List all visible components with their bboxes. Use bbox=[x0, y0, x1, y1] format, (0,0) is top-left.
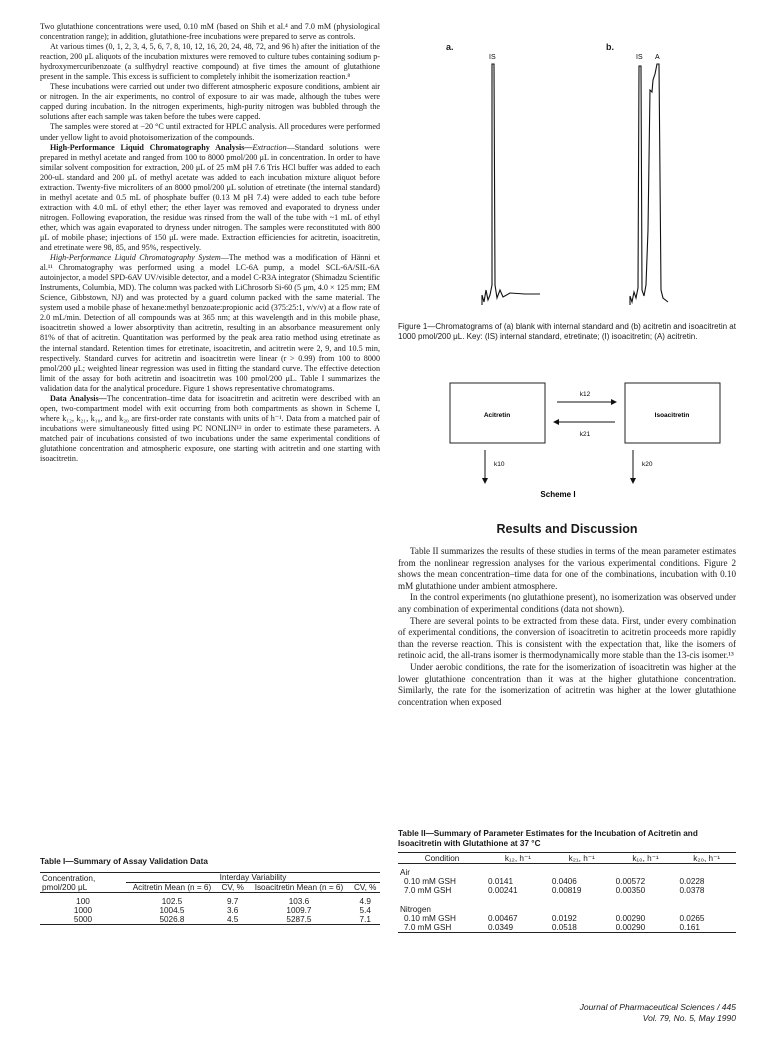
arrowhead bbox=[482, 478, 488, 484]
table-cell: 0.00290 bbox=[615, 914, 646, 923]
table-cell: 5.4 bbox=[359, 905, 371, 915]
table-cell: 5026.8 bbox=[159, 914, 185, 924]
acitretin-label: Acitretin bbox=[483, 412, 511, 419]
table-cell: 0.0349 bbox=[488, 923, 514, 932]
table2 bbox=[398, 852, 736, 933]
section-heading: Data Analysis— bbox=[50, 393, 107, 403]
table-cell: 9.7 bbox=[226, 896, 239, 906]
table-cell: 0.10 mM GSH bbox=[404, 914, 456, 923]
table-group-row bbox=[398, 864, 736, 878]
table-cell: 7.0 mM GSH bbox=[404, 923, 452, 932]
paragraph-text: —Standard solutions were prepared in methyl acetate and ranged from 100 to 8000 pmol/200 μL in concentration. In order to have similar solvent composition for extraction, 200 μL of 25 mM pH 7.6 Tris HCl buffer was added to each 200-uL standard and 200 μL of methyl acetate was added to each incubation mixture aliquot before extraction. Twenty-five microliters of an 8000 pmol/200 μL solution of etretinate (the internal standard) in methyl acetate and 0.5 mL of phosphate buffer (0.13 M pH 7.4) were added to each tube before extraction with 4.0 mL of ethyl ether; the ether layer was removed and evaporated to dryness under nitrogen. Following evaporation, the residue was rinsed from the wall of the tube with ~1 mL of ethyl ether, which was again evaporated to dryness under nitrogen. The samples were reconstituted with 800 μL of mobile phase; injections of 150 μL were made. Extraction efficiencies for acitretin, isoacitretin, and etretinate were 98, 85, and 95%, respectively. bbox=[40, 142, 381, 253]
table-cell: 0.161 bbox=[679, 923, 700, 932]
volume-footer: Vol. 79, No. 5, May 1990 bbox=[642, 1013, 736, 1023]
chromatogram-figure bbox=[470, 40, 740, 320]
table-cell: 0.10 mM GSH bbox=[404, 877, 456, 886]
table-cell: 1000 bbox=[73, 905, 93, 915]
table-cell: 1009.7 bbox=[286, 905, 312, 915]
k10-label: k10 bbox=[494, 461, 505, 468]
journal-footer: Journal of Pharmaceutical Sciences / 445 bbox=[579, 1002, 736, 1012]
table-cell: 1004.5 bbox=[159, 905, 185, 915]
table1-header: Isoacitretin Mean (n = 6) bbox=[254, 883, 344, 892]
table-cell: 0.00819 bbox=[551, 886, 582, 895]
table-cell: 0.0265 bbox=[679, 914, 705, 923]
paragraph: The samples were stored at −20 °C until extracted for HPLC analysis. All procedures were performed under yellow light to avoid photoisomerization of the compounds. bbox=[40, 122, 380, 142]
table1-header: CV, % bbox=[221, 883, 244, 892]
paragraph: Two glutathione concentrations were used, 0.10 mM (based on Shih et al.⁴ and 7.0 mM (physiological concentration range); in addition, glutathione-free incubations were prepared to serve as controls. bbox=[40, 22, 380, 42]
table-cell: 100 bbox=[76, 896, 90, 906]
table-row bbox=[398, 914, 736, 923]
scheme-caption: Scheme I bbox=[540, 490, 576, 499]
paragraph: In the control experiments (no glutathione present), no isomerization was observed under any combination of experimental conditions (data not shown). bbox=[398, 592, 736, 614]
chromatogram-a bbox=[482, 54, 540, 305]
figure1-caption: Figure 1—Chromatograms of (a) blank with internal standard and (b) acitretin and isoacitretin at 1000 pmol/200 μL. Key: (IS) internal standard, etretinate; (I) isoacitretin; (A) acitretin. bbox=[398, 322, 736, 341]
table2-header: k₂₁, h⁻¹ bbox=[568, 854, 595, 863]
table-cell: 0.00241 bbox=[488, 886, 518, 895]
peak-label-a: A bbox=[655, 54, 660, 61]
figure-panel-label-a: a. bbox=[446, 42, 454, 52]
k20-label: k20 bbox=[642, 461, 653, 468]
chromatogram-trace-a bbox=[482, 64, 540, 305]
table-cell: 0.00350 bbox=[615, 886, 646, 895]
table-cell: 0.00290 bbox=[615, 923, 646, 932]
left-column bbox=[40, 22, 380, 464]
scheme-diagram bbox=[445, 380, 725, 500]
chromatogram-trace-b bbox=[630, 64, 668, 305]
table-row bbox=[40, 915, 380, 925]
table2-title: Table II—Summary of Parameter Estimates for the Incubation of Acitretin and Isoacitretin with Glutathione at 37 °C bbox=[398, 829, 698, 848]
table-row bbox=[398, 923, 736, 933]
table1-header: Acitretin Mean (n = 6) bbox=[132, 883, 212, 892]
paragraph: Under aerobic conditions, the rate for the isomerization of isoacitretin was higher at the lower glutathione concentration than it was at the higher glutathione concentration. Similarly, the rate for the isomerization of acitretin was higher at the lower glutathione concentration when exposed bbox=[398, 661, 736, 707]
k21-label: k21 bbox=[579, 431, 591, 438]
table-group-row bbox=[398, 895, 736, 914]
results-heading: Results and Discussion bbox=[496, 522, 638, 536]
chromatogram-b bbox=[630, 54, 668, 305]
isoacitretin-label: Isoacitretin bbox=[654, 412, 690, 419]
table-cell: 0.0192 bbox=[551, 914, 577, 923]
table2-header: k₁₀, h⁻¹ bbox=[632, 854, 659, 863]
paragraph: There are several points to be extracted from these data. First, under every combination of experimental conditions, the conversion of isoacitretin to acitretin proceeds more rapidly than the reverse reaction. This is consistent with the expectation that, like the isomers of retinoic acid, the all-trans isomer is thermodynamically more stable than the 13-cis isomer.¹³ bbox=[398, 615, 736, 661]
table2-group: Air bbox=[400, 868, 411, 877]
table1 bbox=[40, 872, 380, 925]
arrowhead bbox=[553, 419, 559, 425]
table2-header: Condition bbox=[424, 853, 460, 863]
table-cell: 103.6 bbox=[288, 896, 310, 906]
table-row bbox=[398, 886, 736, 895]
section-heading: High-Performance Liquid Chromatography Analysis— bbox=[50, 142, 253, 152]
table-cell: 4.5 bbox=[226, 914, 239, 924]
paragraph: At various times (0, 1, 2, 3, 4, 5, 6, 7, 8, 10, 12, 16, 20, 24, 48, 72, and 96 h) after the initiation of the reaction, 200 μL aliquots of the incubation mixtures were removed to culture tubes containing sodium p-hydroxymercuribenzoate (a sulfhydryl reactive compound) at five times the amount of glutathione present in the sample. This excess is sufficient to completely inhibit the isomerization reaction.⁸ bbox=[40, 42, 380, 82]
subsection-label: Extraction bbox=[252, 142, 287, 152]
table-cell: 5287.5 bbox=[286, 914, 312, 924]
figure-panel-label-b: b. bbox=[606, 42, 614, 52]
paragraph bbox=[40, 394, 380, 464]
table-cell: 7.1 bbox=[359, 914, 371, 924]
table-cell: 0.0406 bbox=[551, 877, 577, 886]
peak-label-is: IS bbox=[636, 54, 643, 61]
arrowhead bbox=[611, 399, 617, 405]
table-cell: 102.5 bbox=[161, 896, 183, 906]
table2-group: Nitrogen bbox=[400, 905, 431, 914]
subsection-label: High-Performance Liquid Chromatography System bbox=[50, 253, 221, 263]
table-cell: 7.0 mM GSH bbox=[404, 886, 452, 895]
table-cell: 3.6 bbox=[226, 905, 239, 915]
paragraph: These incubations were carried out under two different atmospheric exposure conditions, ambient air or nitrogen. In the air experiments, no control of exposure to air was made, although the tubes were capped during incubation. In the nitrogen experiments, high-purity nitrogen was bubbled through the solutions after each sample was taken before the tubes were capped. bbox=[40, 82, 380, 122]
table-row bbox=[398, 877, 736, 886]
table-cell: 0.0378 bbox=[679, 886, 705, 895]
table-cell: 4.9 bbox=[359, 896, 371, 906]
table-cell: 0.0228 bbox=[679, 877, 705, 886]
paragraph-text: —The method was a modification of Hänni et al.¹¹ Chromatography was performed using a model LC-6A pump, a model SCL-6A/SIL-6A autoinjector, a model SPD-6AV UV/visible detector, and a model C-R3A integrator (Shimadzu Scientific Instruments, Columbia, MD). The column was packed with LiChrosorb Si-60 (5 μm, 4.0 × 125 mm; EM Science, Gibbstown, NJ) and was protected by a guard column packed with the same material. The system used a mobile phase of hexane:methyl benzoate:propionic acid (375:25:1, v/v/v) at a flow rate of 2.0 mL/min. Detection of all compounds was at 365 nm; at this wavelength and in this mobile phase, isoacitretin showed a lower absorptivity than acitretin, resulting in an absorbance measurement only 81% of that of acitretin. Quantitation was performed by the peak area ratio method using etretinate as the internal standard. Retention times for etretinate, isoacitretin, and acitretin were 2, 9, and 10.5 min, respectively. Standard curves for acitretin and isoacitretin were linear (r > 0.99) from 100 to 8000 pmol/200 μL; weighted linear regression was used in fitting the standard curve. The effective detection limit of the assay for both acitretin and isoacitretin was 100 pmol/200 μL. Table I summarizes the validation data for the analytical procedure. Figure 1 shows representative chromatograms. bbox=[40, 253, 380, 393]
paragraph: Table II summarizes the results of these studies in terms of the mean parameter estimates from the nonlinear regression analyses for the various experimental conditions. Figure 2 shows the mean concentration–time data for one of the combinations, incubation with 0.10 mM glutathione under ambient atmosphere. bbox=[398, 546, 736, 591]
table-cell: 0.00572 bbox=[615, 877, 646, 886]
peak-label-is: IS bbox=[489, 54, 496, 61]
table2-header: k₂₀, h⁻¹ bbox=[693, 854, 721, 863]
k12-label: k12 bbox=[579, 391, 591, 398]
table-cell: 5000 bbox=[73, 914, 93, 924]
arrowhead bbox=[630, 478, 636, 484]
table1-group-header: Interday Variability bbox=[126, 873, 380, 883]
table-cell: 0.0518 bbox=[551, 923, 577, 932]
paragraph-text: The concentration–time data for isoacitretin and acitretin were described with an open, two-compartment model with exit occurring from both compartments as shown in Scheme I, where k₁₂, k₂₁, k₁₀, and k₂₀ are first-order rate constants with units of h⁻¹. Data from a matched pair of incubations were simultaneously fitted using PC NONLIN¹² in order to estimate these parameters. A matched pair of incubations consisted of two incubations under the same experimental conditions of glutathione concentration and atmospheric exposure, one starting with acitretin and one starting with isoacitretin. bbox=[40, 393, 381, 464]
table-row bbox=[40, 897, 380, 906]
paragraph bbox=[40, 253, 380, 394]
table-cell: 0.00467 bbox=[488, 914, 518, 923]
table1-title: Table I—Summary of Assay Validation Data bbox=[40, 857, 208, 866]
table2-header: k₁₂, h⁻¹ bbox=[504, 854, 531, 863]
table-cell: 0.0141 bbox=[488, 877, 514, 886]
table1-header: CV, % bbox=[354, 883, 377, 892]
table1-header: Concentration, pmol/200 μL bbox=[42, 874, 96, 892]
table-row bbox=[40, 906, 380, 915]
results-text bbox=[398, 546, 736, 708]
paragraph bbox=[40, 143, 380, 254]
